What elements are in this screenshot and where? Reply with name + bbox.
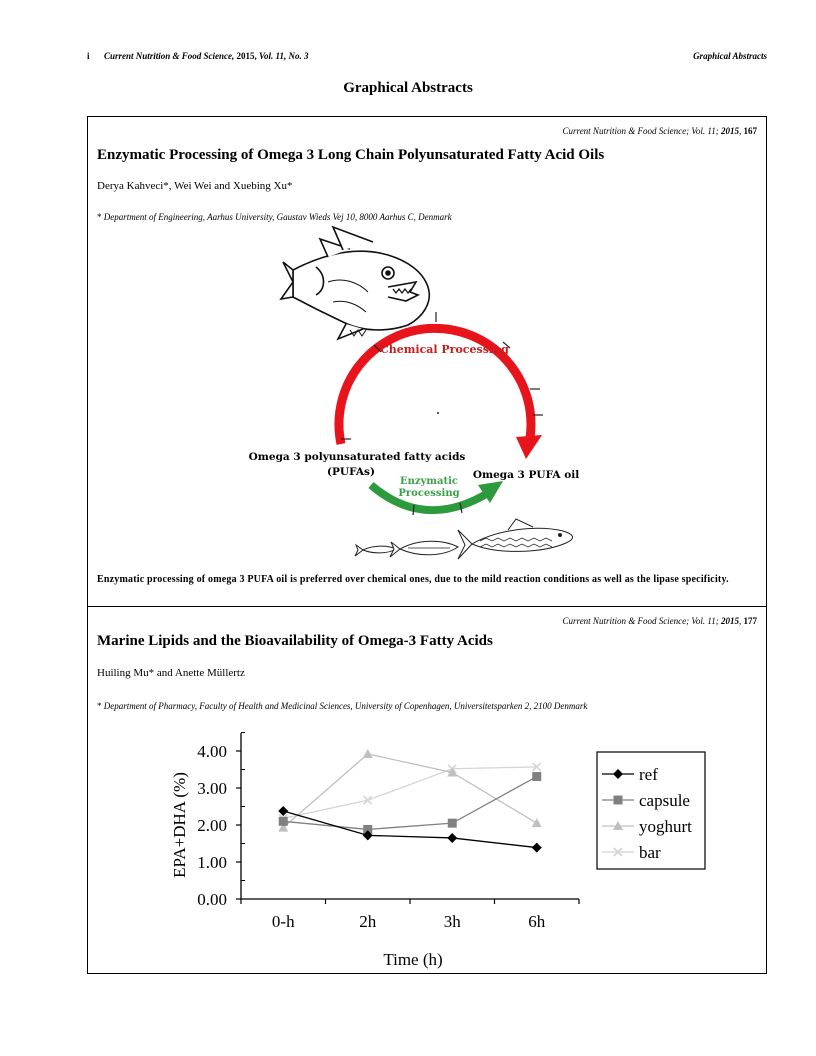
data-point-ref [447,833,457,843]
section-name: Graphical Abstracts [693,51,767,61]
y-tick-label: 2.00 [197,816,227,835]
affiliation-mark: * [97,701,102,711]
data-point-capsule [448,819,457,828]
x-axis-label: Time (h) [383,950,443,969]
series-line-ref [283,811,537,848]
chemical-processing-label: Chemical Processing [380,343,509,356]
x-tick-label: 2h [359,912,377,931]
large-fish [458,519,573,559]
y-tick-labels [197,742,227,909]
data-point-capsule [279,817,288,826]
x-tick-labels [272,912,546,931]
x-tick-label: 0-h [271,912,295,931]
x-tick-label: 6h [528,912,546,931]
fish-row-illustration [355,519,573,559]
y-tick-label: 0.00 [197,890,227,909]
page-title: Graphical Abstracts [343,80,473,96]
affiliation-mark: * [97,212,102,222]
series-yoghurt [278,749,542,832]
affiliation-text: Department of Pharmacy, Faculty of Health and Medicinal Sciences, University of Copenhagen, Universitetsparken 2, 2100 Denmark [103,701,588,711]
pufa-label-line1: Omega 3 polyunsaturated fatty acids [248,451,466,463]
running-head [87,51,767,65]
enzymatic-label-line1: Enzymatic [400,476,458,487]
y-axis-label: EPA+DHA (%) [170,772,189,878]
series-layer [278,749,542,853]
series-ref [278,806,542,853]
pufa-label-line2: (PUFAs) [327,466,375,478]
series-line-bar [283,767,537,818]
center-dot [437,412,439,414]
legend-label: yoghurt [639,817,692,836]
y-tick-label: 4.00 [197,742,227,761]
data-point-yoghurt [363,749,373,758]
series-line-yoghurt [283,754,537,828]
y-tick-label: 1.00 [197,853,227,872]
citation-journal: Current Nutrition & Food Science; Vol. 11; [562,126,719,136]
graphical-summary: Enzymatic processing of omega 3 PUFA oil is preferred over chemical ones, due to the mild reaction conditions as well as the lipase specificity. [97,574,729,585]
enzymatic-label-line2: Processing [398,488,460,499]
authors: Derya Kahveci*, Wei Wei and Xuebing Xu* [97,180,293,192]
citation-page: 167 [743,126,757,136]
citation-page: 177 [743,616,757,626]
affiliation-text: Department of Engineering, Aarhus University, Gaustav Wieds Vej 10, 8000 Aarhus C, Denmark [103,212,452,222]
data-point-capsule [532,772,541,781]
citation-journal: Current Nutrition & Food Science; Vol. 11; [562,616,719,626]
pufa-oil-label: Omega 3 PUFA oil [472,469,580,481]
x-tick-label: 3h [443,912,461,931]
chemical-arrowhead [516,435,542,459]
citation: Current Nutrition & Food Science; Vol. 11; 2015, 177 [562,616,757,626]
chart-legend [597,752,705,869]
legend-label: capsule [639,791,690,810]
abstract-box-1 [87,116,767,607]
legend-marker [614,796,623,805]
citation: Current Nutrition & Food Science; Vol. 11; 2015, 167 [562,126,757,136]
citation-year: 2015 [721,126,739,136]
small-fish-1 [355,545,396,556]
article-title: Marine Lipids and the Bioavailability of Omega-3 Fatty Acids [97,633,493,649]
citation-year: 2015 [721,616,739,626]
small-fish-2 [390,541,458,557]
journal-name [104,51,309,61]
legend-label: bar [639,843,661,862]
journal-year: 2015, [236,51,257,61]
tuna-fish-illustration [281,227,429,339]
processing-diagram [88,117,766,606]
journal-volume: Vol. 11, No. 3 [259,51,309,61]
data-point-yoghurt [532,818,542,827]
data-point-ref [532,843,542,853]
article-title: Enzymatic Processing of Omega 3 Long Chain Polyunsaturated Fatty Acid Oils [97,147,605,163]
line-chart [88,607,766,973]
abstract-box-2 [87,606,767,974]
y-tick-label: 3.00 [197,779,227,798]
journal-title: Current Nutrition & Food Science, [104,51,235,61]
authors: Huiling Mu* and Anette Müllertz [97,667,245,679]
page-number: i [87,51,90,61]
series-bar [279,763,541,822]
legend-label: ref [639,765,658,784]
